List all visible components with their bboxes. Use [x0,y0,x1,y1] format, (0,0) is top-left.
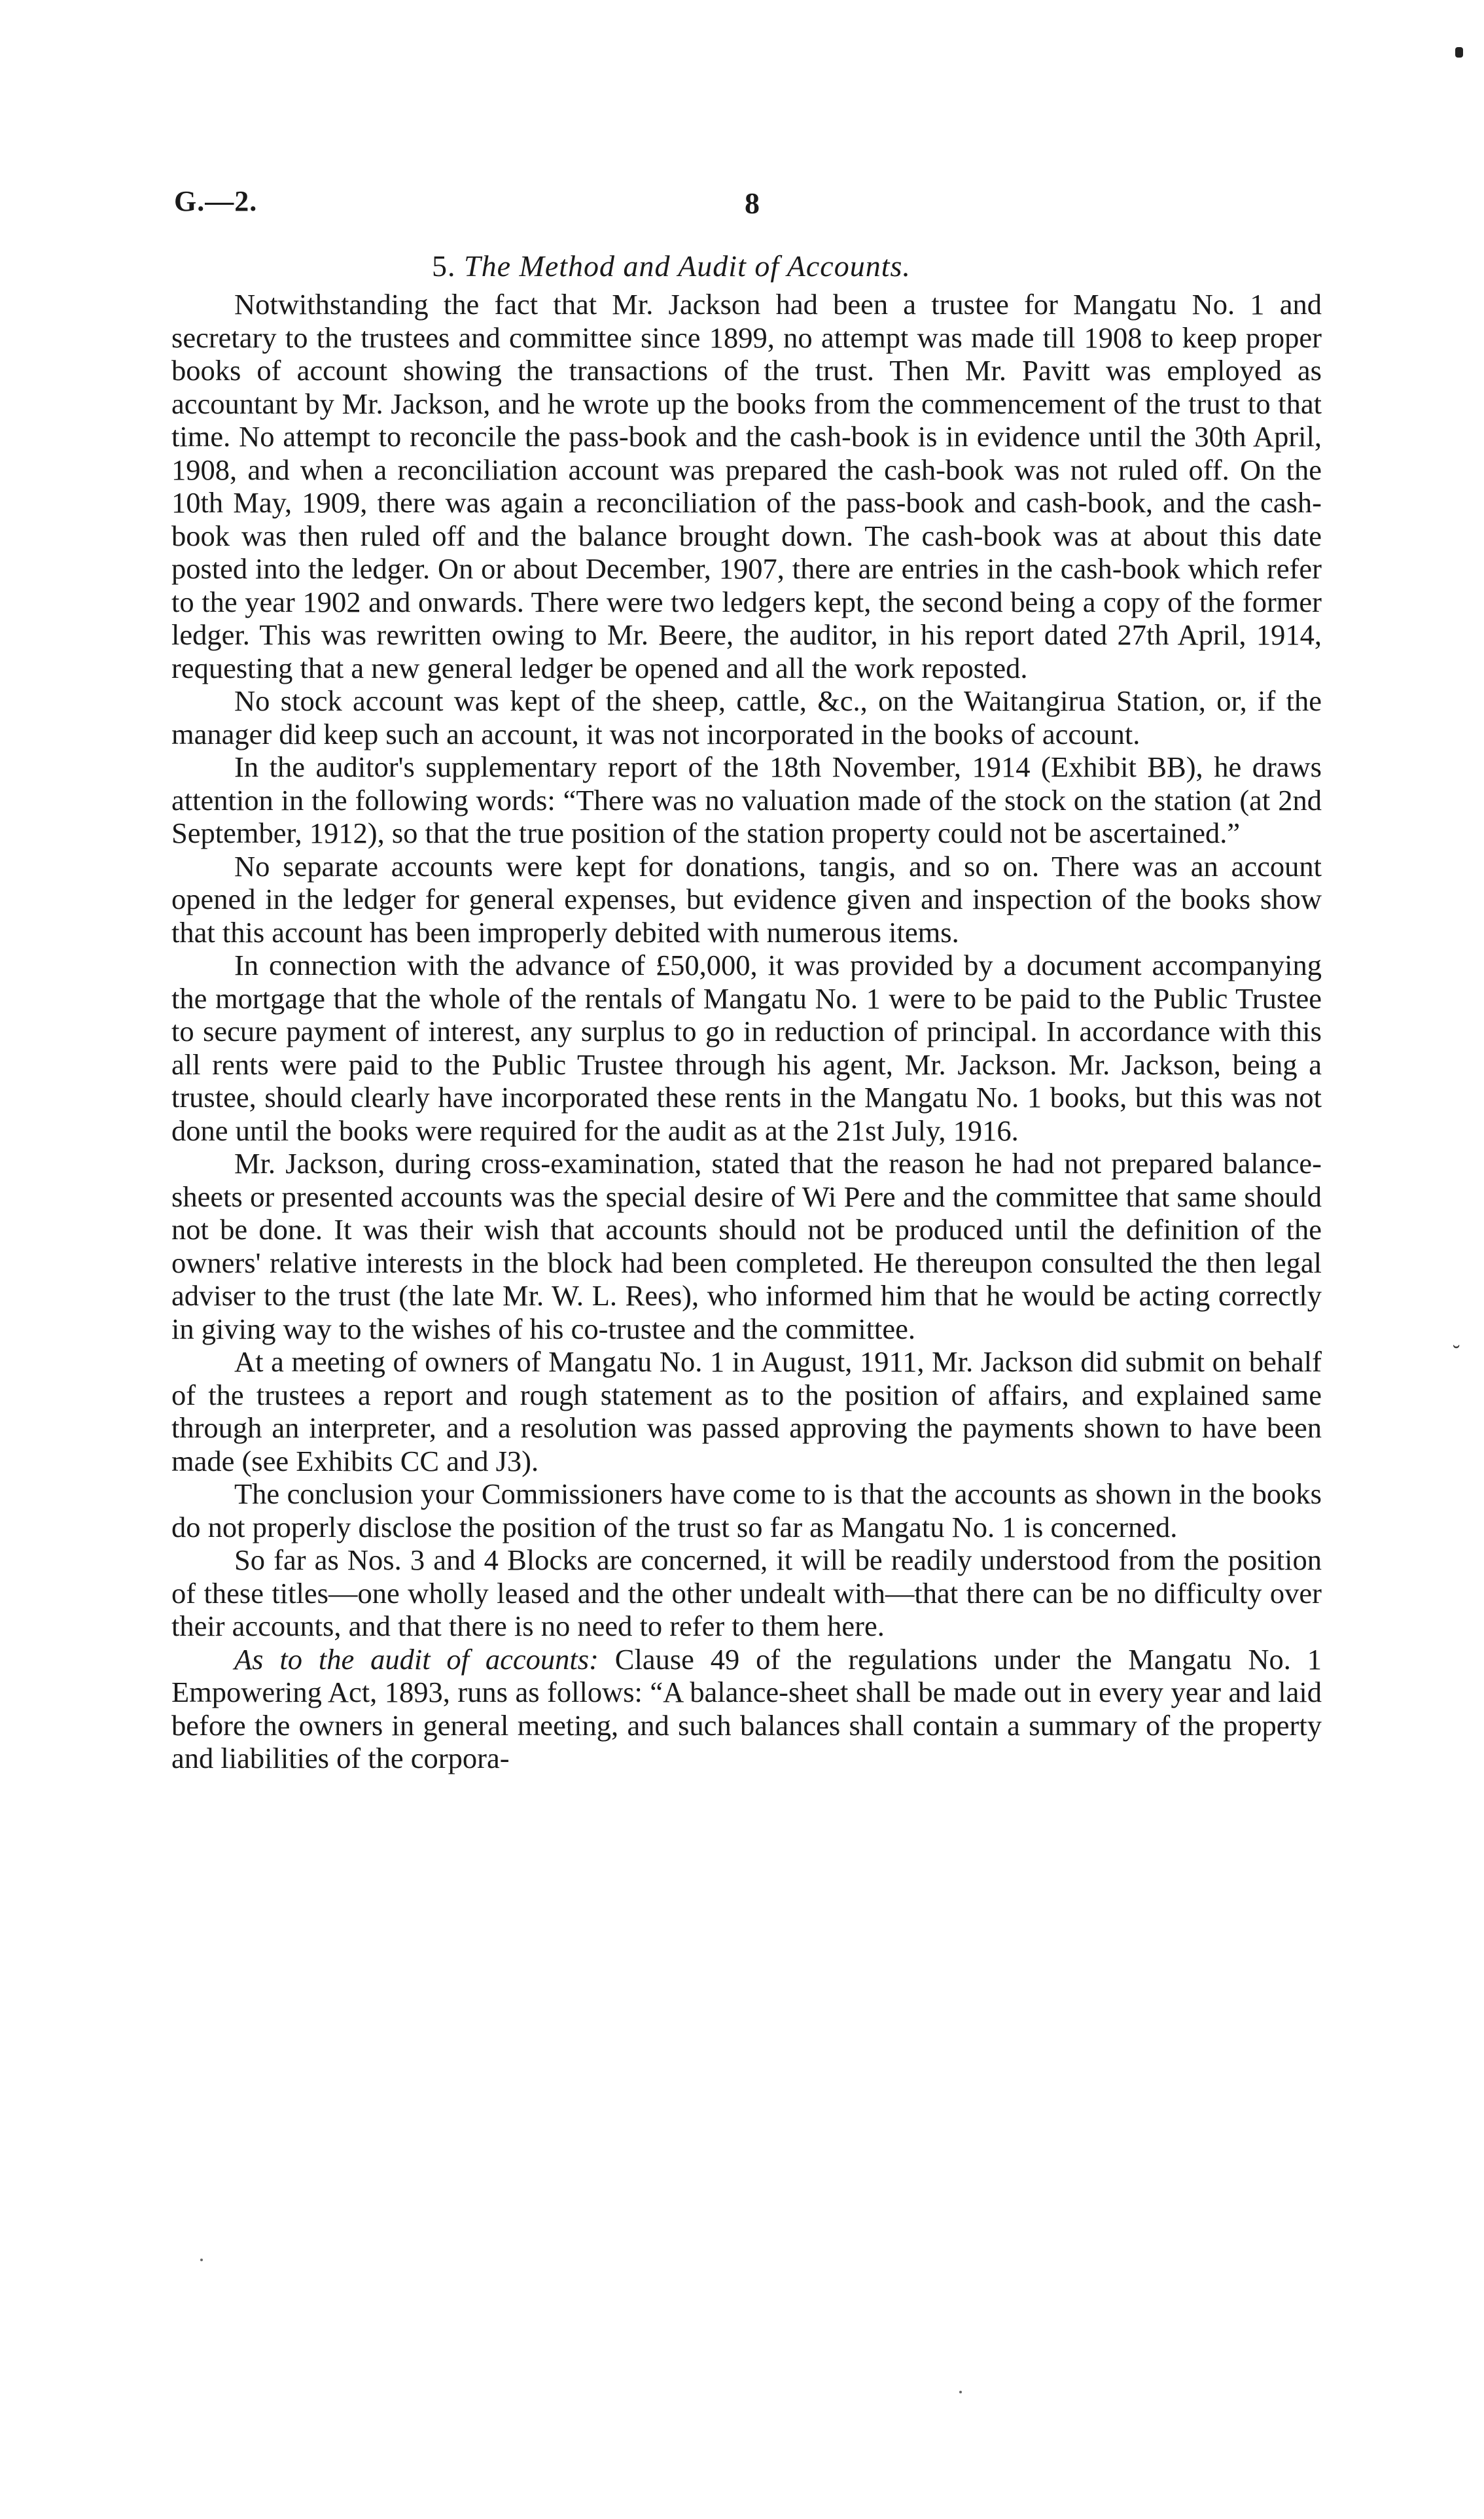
paragraph: No separate accounts were kept for donations, tangis, and so on. There was an account opened in the ledger for general expenses, but evidence given and inspection of the books show that this account has been improperly debited with numerous items. [171,849,1322,949]
paragraph: Mr. Jackson, during cross-examination, stated that the reason he had not prepared balance-sheets or presented accounts was the special desire of Wi Pere and the committee that same should not be done. It was their wish that accounts should not be produced until the definition of the owners' relative interests in the block had been completed. He thereupon consulted the then legal adviser to the trust (the late Mr. W. L. Rees), who informed him that he would be acting correctly in giving way to the wishes of his co-trustee and the committee. [171,1147,1322,1345]
report-reference: G.—2. [174,185,258,217]
margin-mark: ˘ [1453,1341,1460,1365]
page-number: 8 [745,186,760,220]
body-text [171,288,1322,1775]
section-title: The Method and Audit of Accounts. [464,249,911,283]
paragraph: In the auditor's supplementary report of the 18th November, 1914 (Exhibit BB), he draws attention in the following words: “There was no valuation made of the stock on the station (at 2nd September, 1912), so that the true position of the station property could not be ascertained.” [171,750,1322,849]
scan-speck [1455,47,1463,58]
paragraph: The conclusion your Commissioners have come to is that the accounts as shown in the books do not properly disclose the position of the trust so far as Mangatu No. 1 is concerned. [171,1477,1322,1543]
paragraph-audit-clause [171,1643,1322,1775]
paragraph: At a meeting of owners of Mangatu No. 1 in August, 1911, Mr. Jackson did submit on behalf of the trustees a report and rough statement as to the position of affairs, and explained same through an interpreter, and a resolution was passed approving the payments shown to have been made (see Exhibits CC and J3). [171,1345,1322,1477]
audit-clause-text: Clause 49 of the regulations under the Mangatu No. 1 Empowering Act, 1893, runs as follows: “A balance-sheet shall be made out in every year and laid before the owners in general meeting, and such balances shall contain a summary of the property and liabilities of the corpora- [171,1642,1322,1774]
section-heading [432,249,911,283]
paragraph: Notwithstanding the fact that Mr. Jackson had been a trustee for Mangatu No. 1 and secretary to the trustees and committee since 1899, no attempt was made till 1908 to keep proper books of account showing the transactions of the trust. Then Mr. Pavitt was employed as accountant by Mr. Jackson, and he wrote up the books from the commencement of the trust to that time. No attempt to reconcile the pass-book and the cash-book is in evidence until the 30th April, 1908, and when a reconciliation account was prepared the cash-book was not ruled off. On the 10th May, 1909, there was again a reconciliation of the pass-book and cash-book, and the cash-book was then ruled off and the balance brought down. The cash-book was at about this date posted into the ledger. On or about December, 1907, there are entries in the cash-book which refer to the year 1902 and onwards. There were two ledgers kept, the second being a copy of the former ledger. This was rewritten owing to Mr. Beere, the auditor, in his report dated 27th April, 1914, requesting that a new general ledger be opened and all the work reposted. [171,288,1322,684]
section-number: 5. [432,249,456,283]
paragraph: So far as Nos. 3 and 4 Blocks are concerned, it will be readily understood from the position of these titles—one wholly leased and the other undealt with—that there can be no difficulty over their accounts, and that there is no need to refer to them here. [171,1543,1322,1642]
paragraph: No stock account was kept of the sheep, cattle, &c., on the Waitangirua Station, or, if the manager did keep such an account, it was not incorporated in the books of account. [171,684,1322,750]
scan-speck [200,2259,203,2261]
paragraph: In connection with the advance of £50,000, it was provided by a document accompanying the mortgage that the whole of the rentals of Mangatu No. 1 were to be paid to the Public Trustee to secure payment of interest, any surplus to go in reduction of principal. In accordance with this all rents were paid to the Public Trustee through his agent, Mr. Jackson. Mr. Jackson, being a trustee, should clearly have incorporated these rents in the Mangatu No. 1 books, but this was not done until the books were required for the audit as at the 21st July, 1916. [171,949,1322,1147]
scan-speck [959,2391,962,2393]
audit-lead-italic: As to the audit of accounts: [234,1642,599,1676]
